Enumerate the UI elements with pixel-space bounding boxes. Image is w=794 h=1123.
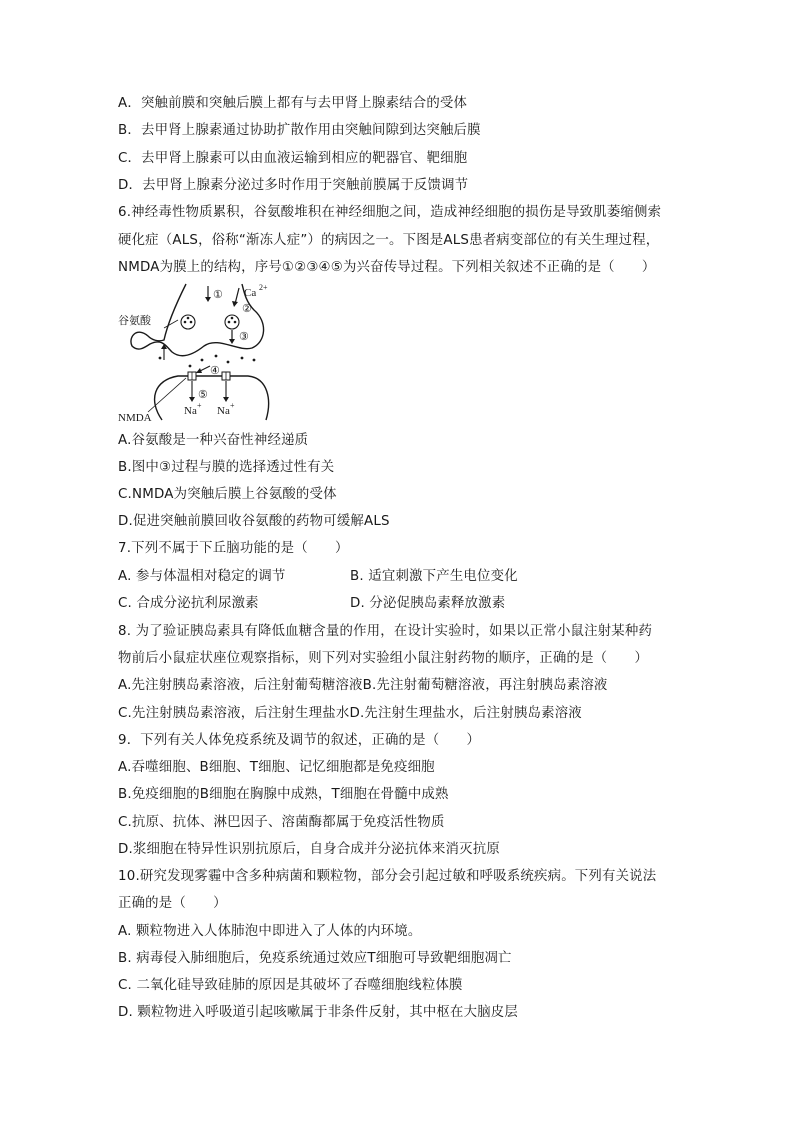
q6-option-b: B.图中③过程与膜的选择透过性有关 bbox=[118, 460, 335, 475]
q5-option-d: D．去甲肾上腺素分泌过多时作用于突触前膜属于反馈调节 bbox=[118, 178, 469, 193]
synapse-diagram bbox=[118, 282, 278, 422]
q6-stem-line3: NMDA为膜上的结构，序号①②③④⑤为兴奋传导过程。下列相关叙述不正确的是（ ） bbox=[118, 260, 656, 275]
sodium-label-2: Na bbox=[217, 405, 230, 417]
process-5-label: ⑤ bbox=[198, 389, 208, 401]
q7-option-d: D. 分泌促胰岛素释放激素 bbox=[350, 596, 506, 611]
q10-option-d: D. 颗粒物进入呼吸道引起咳嗽属于非条件反射，其中枢在大脑皮层 bbox=[118, 1005, 518, 1020]
q8-stem-line2: 物前后小鼠症状座位观察指标，则下列对实验组小鼠注射药物的顺序，正确的是（ ） bbox=[118, 651, 649, 666]
calcium-charge-label: 2+ bbox=[259, 283, 268, 292]
calcium-label: Ca bbox=[244, 287, 257, 299]
q7-option-c: C. 合成分泌抗利尿激素 bbox=[118, 596, 259, 611]
q10-stem-line1: 10.研究发现雾霾中含多种病菌和颗粒物，部分会引起过敏和呼吸系统疾病。下列有关说法 bbox=[118, 869, 657, 884]
glutamate-label: 谷氨酸 bbox=[118, 315, 151, 327]
q7-option-b: B. 适宜刺激下产生电位变化 bbox=[350, 569, 518, 584]
q7-stem: 7.下列不属于下丘脑功能的是（ ） bbox=[118, 541, 349, 556]
q6-stem-line1: 6.神经毒性物质累积，谷氨酸堆积在神经细胞之间，造成神经细胞的损伤是导致肌萎缩侧索 bbox=[118, 205, 662, 220]
q9-stem: 9．下列有关人体免疫系统及调节的叙述，正确的是（ ） bbox=[118, 733, 481, 748]
q5-option-a: A．突触前膜和突触后膜上都有与去甲肾上腺素结合的受体 bbox=[118, 96, 468, 111]
q10-stem-line2: 正确的是（ ） bbox=[118, 896, 227, 911]
q6-option-d: D.促进突触前膜回收谷氨酸的药物可缓解ALS bbox=[118, 514, 390, 529]
sodium-label-1: Na bbox=[184, 405, 197, 417]
q10-option-c: C. 二氧化硅导致硅肺的原因是其破坏了吞噬细胞线粒体膜 bbox=[118, 978, 463, 993]
q10-option-a: A. 颗粒物进入人体肺泡中即进入了人体的内环境。 bbox=[118, 924, 422, 939]
q6-option-c: C.NMDA为突触后膜上谷氨酸的受体 bbox=[118, 487, 337, 502]
q6-option-a: A.谷氨酸是一种兴奋性神经递质 bbox=[118, 433, 309, 448]
q9-option-c: C.抗原、抗体、淋巴因子、溶菌酶都属于免疫活性物质 bbox=[118, 815, 445, 830]
q7-option-a: A. 参与体温相对稳定的调节 bbox=[118, 569, 286, 584]
process-4-label: ④ bbox=[210, 365, 220, 377]
q9-option-a: A.吞噬细胞、B细胞、T细胞、记忆细胞都是免疫细胞 bbox=[118, 760, 435, 775]
sodium-charge-2: + bbox=[230, 401, 235, 410]
q10-option-b: B. 病毒侵入肺细胞后，免疫系统通过效应T细胞可导致靶细胞凋亡 bbox=[118, 951, 512, 966]
q7-options-row2 bbox=[118, 594, 506, 614]
q6-stem-line2: 硬化症（ALS，俗称“渐冻人症”）的病因之一。下图是ALS患者病变部位的有关生理过程， bbox=[118, 233, 660, 248]
q9-option-d: D.浆细胞在特异性识别抗原后，自身合成并分泌抗体来消灭抗原 bbox=[118, 842, 500, 857]
process-3-label: ③ bbox=[239, 331, 249, 343]
process-2-label: ② bbox=[242, 303, 252, 315]
sodium-charge-1: + bbox=[197, 401, 202, 410]
q5-option-c: C．去甲肾上腺素可以由血液运输到相应的靶器官、靶细胞 bbox=[118, 151, 468, 166]
q9-option-b: B.免疫细胞的B细胞在胸腺中成熟，T细胞在骨髓中成熟 bbox=[118, 787, 449, 802]
nmda-label: NMDA bbox=[118, 412, 152, 422]
q8-stem-line1: 8. 为了验证胰岛素具有降低血糖含量的作用，在设计实验时，如果以正常小鼠注射某种药 bbox=[118, 624, 653, 639]
q8-options-ab: A.先注射胰岛素溶液，后注射葡萄糖溶液B.先注射葡萄糖溶液，再注射胰岛素溶液 bbox=[118, 678, 608, 693]
q7-options-row1 bbox=[118, 567, 518, 587]
process-1-label: ① bbox=[213, 289, 223, 301]
q8-options-cd: C.先注射胰岛素溶液，后注射生理盐水D.先注射生理盐水，后注射胰岛素溶液 bbox=[118, 706, 582, 721]
q5-option-b: B．去甲肾上腺素通过协助扩散作用由突触间隙到达突触后膜 bbox=[118, 123, 481, 138]
